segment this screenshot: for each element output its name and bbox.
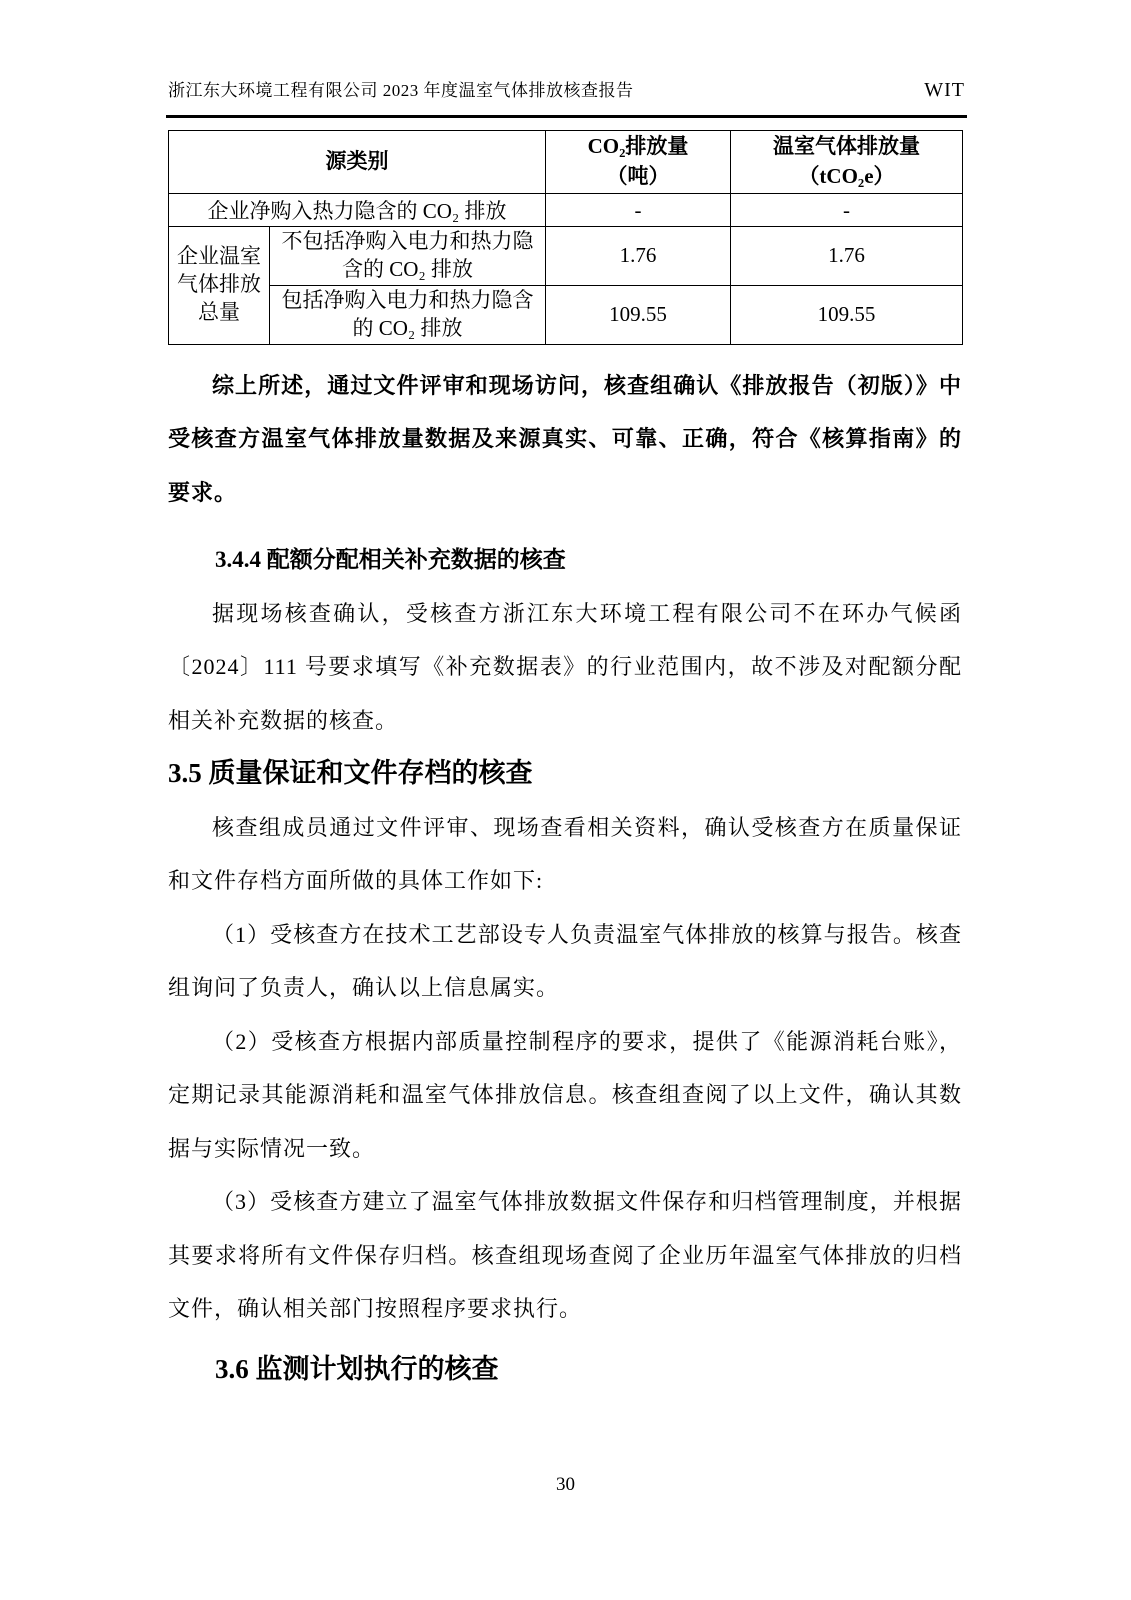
row-excluding-label: 不包括净购入电力和热力隐含的 CO₂ 排放 xyxy=(270,227,546,286)
row-heat-co2-value: - xyxy=(546,194,731,227)
paragraph-item-2: （2）受核查方根据内部质量控制程序的要求，提供了《能源消耗台账》，定期记录其能源消耗和温室气体排放信息。核查组查阅了以上文件，确认其数据与实际情况一致。 xyxy=(168,1028,962,1161)
header-brand-mark: WIT xyxy=(924,79,965,101)
table-header-row xyxy=(169,131,963,194)
heading-3-4-4: 3.4.4 配额分配相关补充数据的核查 xyxy=(215,547,566,573)
emissions-summary-table xyxy=(168,130,963,345)
header-document-title: 浙江东大环境工程有限公司 2023 年度温室气体排放核查报告 xyxy=(168,81,634,100)
row-excluding-co2-value: 1.76 xyxy=(546,227,731,286)
page-header xyxy=(168,76,965,102)
col-header-ghg-line1: 温室气体排放量 xyxy=(773,134,920,159)
col-header-co2 xyxy=(546,131,731,194)
table-row-including xyxy=(169,285,963,344)
page-number: 30 xyxy=(556,1474,575,1495)
table-row-heat xyxy=(169,194,963,227)
row-including-ghg-value: 109.55 xyxy=(731,285,963,344)
conclusion-paragraph: 综上所述，通过文件评审和现场访问，核查组确认《排放报告（初版）》中受核查方温室气体排放量数据及来源真实、可靠、正确，符合《核算指南》的要求。 xyxy=(168,372,962,505)
paragraph-item-3: （3）受核查方建立了温室气体排放数据文件保存和归档管理制度，并根据其要求将所有文件保存归档。核查组现场查阅了企业历年温室气体排放的归档文件，确认相关部门按照程序要求执行。 xyxy=(168,1189,962,1322)
paragraph-item-1: （1）受核查方在技术工艺部设专人负责温室气体排放的核算与报告。核查组询问了负责人，确认以上信息属实。 xyxy=(168,921,962,1001)
table-row-excluding xyxy=(169,227,963,286)
col-header-source: 源类别 xyxy=(169,131,546,194)
paragraph-3-4-4: 据现场核查确认，受核查方浙江东大环境工程有限公司不在环办气候函〔2024〕111 号要求填写《补充数据表》的行业范围内，故不涉及对配额分配相关补充数据的核查。 xyxy=(168,600,962,733)
col-header-co2-line1: CO₂排放量 xyxy=(587,134,689,159)
row-excluding-ghg-value: 1.76 xyxy=(731,227,963,286)
row-heat-ghg-value: - xyxy=(731,194,963,227)
row-group-label: 企业温室气体排放总量 xyxy=(169,227,270,345)
col-header-co2-line2: （吨） xyxy=(606,164,670,188)
row-heat-label: 企业净购入热力隐含的 CO₂ 排放 xyxy=(169,194,546,227)
paragraph-3-5-intro: 核查组成员通过文件评审、现场查看相关资料，确认受核查方在质量保证和文件存档方面所做的具体工作如下: xyxy=(168,814,962,894)
header-divider xyxy=(166,115,967,118)
heading-3-6: 3.6 监测计划执行的核查 xyxy=(215,1353,499,1384)
col-header-ghg xyxy=(731,131,963,194)
row-including-co2-value: 109.55 xyxy=(546,285,731,344)
row-including-label: 包括净购入电力和热力隐含的 CO₂ 排放 xyxy=(270,285,546,344)
col-header-ghg-line2: （tCO₂e） xyxy=(798,164,895,188)
page-body xyxy=(168,130,962,1396)
heading-3-5: 3.5 质量保证和文件存档的核查 xyxy=(168,758,533,789)
